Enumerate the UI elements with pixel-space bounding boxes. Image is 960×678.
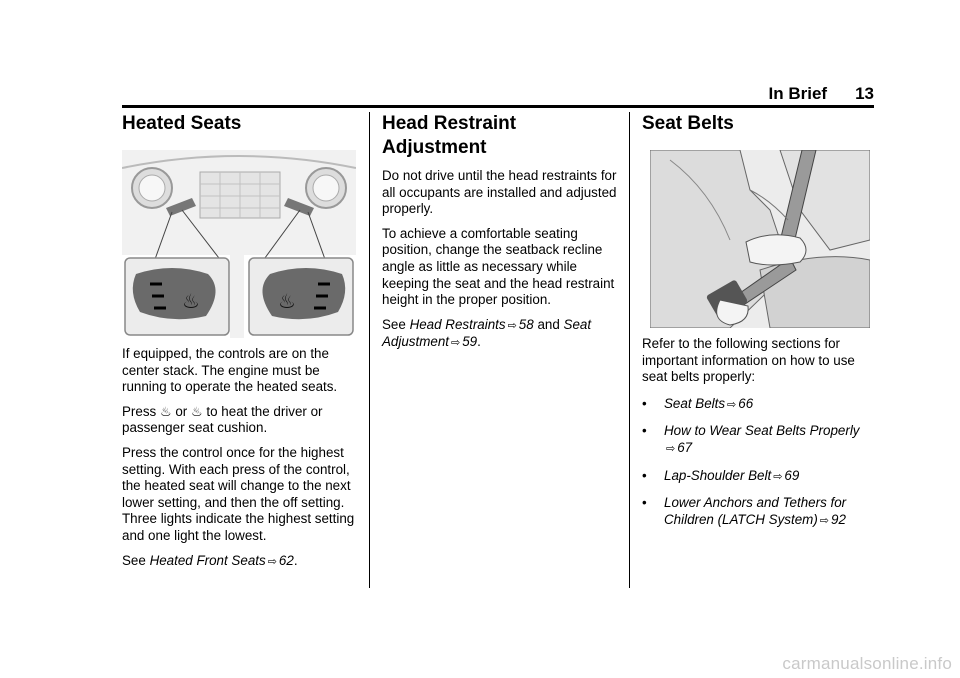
page-header bbox=[769, 84, 874, 104]
svg-text:♨: ♨ bbox=[278, 289, 296, 313]
list-item: • Lower Anchors and Tethers for Children (LATCH System) ⇨ 92 bbox=[642, 495, 878, 529]
seat-belts-heading: Seat Belts bbox=[642, 113, 734, 134]
page-ref-arrow-icon: ⇨ bbox=[451, 337, 461, 350]
svg-text:♨: ♨ bbox=[182, 289, 200, 313]
bullet-icon: • bbox=[642, 467, 647, 483]
heated-seats-settings: Press the control once for the highest setting. With each press of the control, the heated seat will change to the next lower setting, and then the off setting. Three lights indicate the highest setting and one light the lowest. bbox=[122, 444, 355, 543]
page-number: 13 bbox=[855, 84, 874, 103]
heated-seats-heading: Heated Seats bbox=[122, 113, 242, 134]
latch-system-link[interactable]: Lower Anchors and Tethers for Children (LATCH System) bbox=[664, 495, 847, 527]
passenger-heated-seat-icon: ♨ bbox=[191, 403, 203, 419]
column-divider bbox=[629, 112, 630, 588]
list-item: • Seat Belts ⇨ 66 bbox=[642, 396, 878, 414]
lap-shoulder-belt-link[interactable]: Lap-Shoulder Belt bbox=[664, 467, 772, 483]
bullet-icon: • bbox=[642, 395, 647, 411]
how-to-wear-link[interactable]: How to Wear Seat Belts Properly bbox=[664, 423, 860, 439]
seat-belt-buckling-illustration bbox=[650, 150, 870, 328]
heated-seats-see-also: See Heated Front Seats ⇨ 62. bbox=[122, 552, 298, 568]
site-watermark: carmanualsonline.info bbox=[782, 654, 952, 673]
page-ref-arrow-icon: ⇨ bbox=[666, 442, 676, 455]
head-restraints-link[interactable]: Head Restraints bbox=[409, 316, 506, 332]
bullet-icon: • bbox=[642, 495, 647, 511]
head-restraint-heading: Head Restraint Adjustment bbox=[382, 113, 517, 158]
page-ref-arrow-icon: ⇨ bbox=[727, 398, 737, 411]
heated-seats-column bbox=[122, 108, 358, 570]
section-title: In Brief bbox=[768, 84, 828, 103]
page-ref-arrow-icon: ⇨ bbox=[507, 319, 517, 332]
seat-adjustment-link[interactable]: Seat Adjustment bbox=[382, 316, 592, 350]
list-item: • Lap-Shoulder Belt ⇨ 69 bbox=[642, 468, 878, 486]
driver-heated-seat-icon: ♨ bbox=[159, 403, 172, 419]
page-ref-arrow-icon: ⇨ bbox=[267, 555, 277, 568]
bullet-icon: • bbox=[642, 423, 647, 439]
heated-seat-controls-illustration bbox=[122, 150, 356, 338]
head-restraint-see-also: See Head Restraints ⇨ 58 and Seat Adjustment ⇨ 59. bbox=[382, 316, 592, 350]
head-restraint-comfort: To achieve a comfortable seating position, change the seatback recline angle as little as necessary while keeping the seat and the head restraint height in the proper position. bbox=[382, 225, 615, 308]
heated-front-seats-link[interactable]: Heated Front Seats bbox=[149, 552, 266, 568]
seat-belts-bullet-list bbox=[642, 396, 878, 530]
seat-belts-column bbox=[642, 108, 878, 529]
page-ref-arrow-icon: ⇨ bbox=[773, 470, 783, 483]
column-divider bbox=[369, 112, 370, 588]
seat-belts-link[interactable]: Seat Belts bbox=[664, 395, 726, 411]
page-ref-arrow-icon: ⇨ bbox=[819, 514, 829, 527]
heated-seats-intro: If equipped, the controls are on the center stack. The engine must be running to operate the heated seats. bbox=[122, 346, 338, 395]
head-restraint-warning: Do not drive until the head restraints for all occupants are installed and adjusted properly. bbox=[382, 168, 617, 217]
list-item: • How to Wear Seat Belts Properly ⇨ 67 bbox=[642, 423, 878, 457]
head-restraint-column bbox=[382, 108, 618, 352]
seat-belts-intro: Refer to the following sections for important information on how to use seat belts properly: bbox=[642, 336, 855, 385]
heated-seats-press-instruction: Press ♨ or ♨ to heat the driver or passenger seat cushion. bbox=[122, 403, 323, 436]
